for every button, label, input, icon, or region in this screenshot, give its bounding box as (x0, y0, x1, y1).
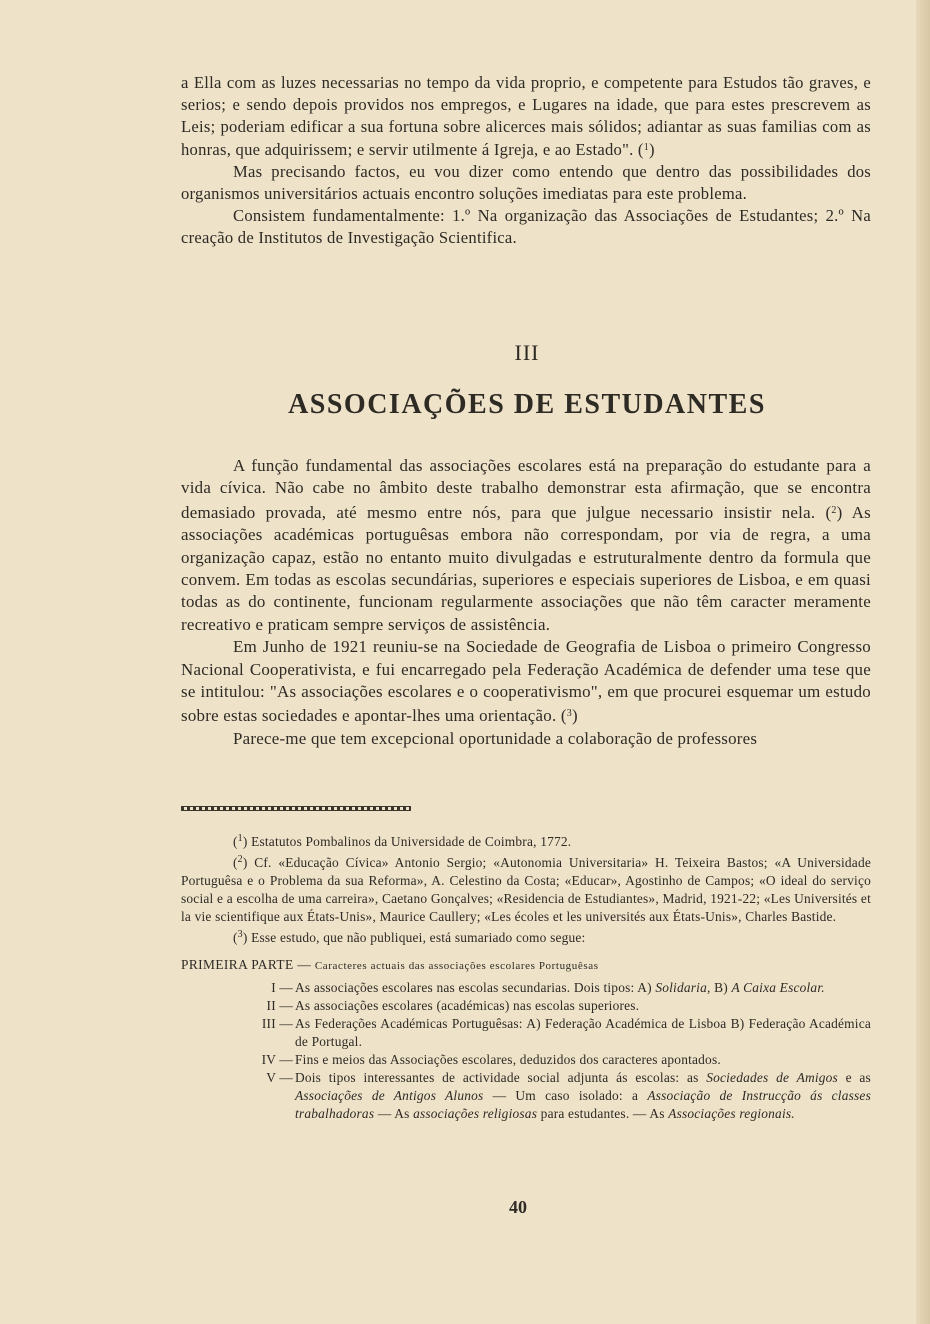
footnote-ref: 3 (566, 708, 573, 720)
paragraph: Mas precisando factos, eu vou dizer como entendo que dentro das possibilidades dos organismos universitários actuais encontro soluções imediatas para este problema. (181, 162, 871, 203)
page-edge-shadow (916, 0, 930, 1324)
page-number: 40 (509, 1197, 527, 1217)
top-text-block (181, 72, 871, 248)
paragraph: Parece-me que tem excepcional oportunidade a colaboração de professores (233, 728, 758, 748)
section-title: ASSOCIAÇÕES DE ESTUDANTES (288, 389, 766, 420)
paragraph: Consistem fundamentalmente: 1.º Na organização das Associações de Estudantes; 2.º Na creação de Institutos de Investigação Scientifica. (181, 205, 871, 247)
outline-item: III — As Federações Académicas Portuguêsas: A) Federação Académica de Lisboa B) Federação Académica de Portugal. (261, 1016, 871, 1049)
footnote-1: ($^1$) Estatutos Pombalinos da Universidade de Coimbra, 1772. (233, 833, 572, 849)
outline-item: V — Dois tipos interessantes de actividade social adjunta ás escolas: as Sociedades de Amigos e as Associações de Antigos Alunos — Um caso isolado: a Associação de Instrucção ás classes trabalhadoras — As associações religiosas para estudantes. — As Associações regionais. (266, 1070, 871, 1121)
outline-item: IV — Fins e meios das Associações escolares, deduzidos dos caracteres apontados. (261, 1052, 721, 1067)
footnote-ref: 2 (831, 504, 837, 516)
footnote-ref: 1 (643, 142, 649, 154)
footnote-divider (181, 806, 411, 811)
footnote-3: ($^3$) Esse estudo, que não publiquei, está sumariado como segue: (233, 929, 586, 945)
footnotes (181, 830, 871, 1123)
paragraph-continuation: a Ella com as luzes necessarias no tempo da vida proprio, e competente para Estudos tão graves, e serios; e sendo depois providos nos empregos, e Lugares na idade, que para estes prescrevem as Leis; poderiam edificar a sua fortuna sobre alicerces mais sólidos; adiantar as suas familias com as honras, que adquirissem; e servir utilmente á Igreja, e ao Estado". ($^1$) (181, 73, 871, 160)
paragraph: Em Junho de 1921 reuniu-se na Sociedade de Geografia de Lisboa o primeiro Congresso Nacional Cooperativista, e fui encarregado pela Federação Académica de defender uma tese que se intitulou: "As associações escolares e o cooperativismo", em que procurei esquemar um estudo sobre estas sociedades e apontar-lhes uma orientação. ($^3$) (181, 637, 871, 726)
outline-part-title: PRIMEIRA PARTE — Caracteres actuais das associações escolares Portuguêsas (181, 957, 599, 972)
footnote-2: ($^2$) Cf. «Educação Cívica» Antonio Sergio; «Autonomia Universitaria» H. Teixeira Bastos; «A Universidade Portuguêsa e o Problema da sua Reforma», A. Celestino da Costa; «Educar», Agostinho de Campos; «O ideal do serviço social e a escolha de uma carreira», Caetano Gonçalves; «Residencia de Estudiantes», Madrid, 1921-22; «Les Universités et la vie scientifique aux États-Unis», Maurice Caullery; «Les écoles et les universités aux États-Unis», Charles Bastide. (181, 854, 871, 924)
paragraph: A função fundamental das associações escolares está na preparação do estudante para a vida cívica. Não cabe no âmbito deste trabalho demonstrar esta afirmação, que se encontra demasiado provada, até mesmo entre nós, para que julgue necessario insistir nela. ($^2$) As associações académicas portuguêsas embora não correspondam, por via de regra, a uma organização capaz, estão no entanto muito divulgadas e estruturalmente dentro da formula que convem. Em todas as escolas secundárias, superiores e especiais superiores de Lisboa, e em quasi todas as do continente, funcionam regularmente associações que não têm caracter meramente recreativo e praticam sempre serviços de assistência. (181, 456, 871, 634)
outline-item: II — As associações escolares (académicas) nas escolas superiores. (266, 998, 640, 1013)
outline-item: I — As associações escolares nas escolas secundarias. Dois tipos: A) Solidaria, B) A Caixa Escolar. (271, 980, 825, 995)
section-number: III (514, 340, 540, 365)
main-text-block (181, 455, 871, 750)
